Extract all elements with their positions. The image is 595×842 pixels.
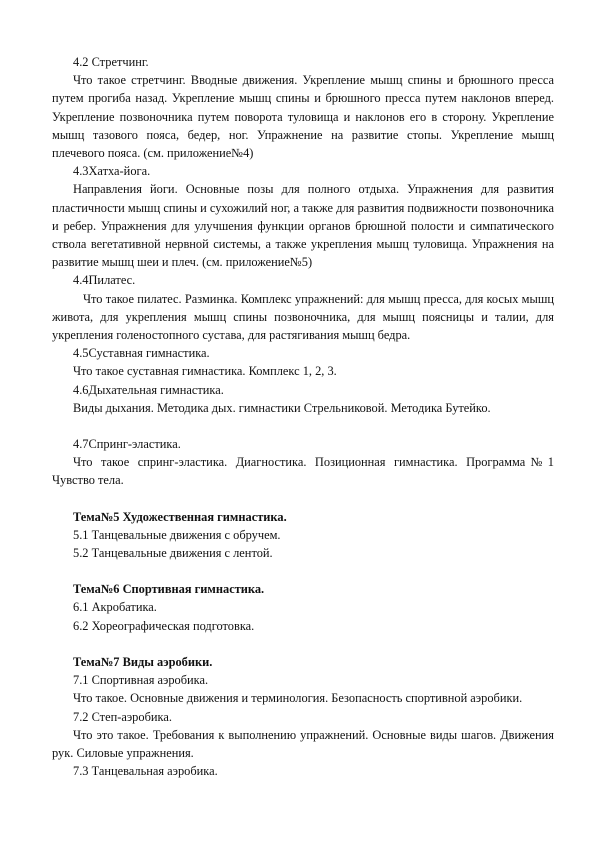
spacer — [52, 490, 554, 508]
section-heading-7-1: 7.1 Спортивная аэробика. — [73, 673, 209, 688]
topic-heading-7: Тема№7 Виды аэробики. — [73, 654, 213, 669]
spacer — [52, 562, 554, 580]
section-heading-4-2: 4.2 Стретчинг. — [73, 55, 149, 69]
section-heading-7-2: 7.2 Степ-аэробика. — [73, 709, 172, 724]
spacer — [52, 635, 554, 653]
paragraph-4-3: Направления йоги. Основные позы для полного отдыха. Упражнения для развития пластичности мышц спины и сухожилий ног, а также для развития подвижности позвоночника и ребер. Упражнения для улучшения функции органов брюшной полости и симпатического ствола вегетативной нервной системы, а также укрепления мышц туловища. Упражнения на развитие мышц шеи и плеч. (см. приложение№5) — [52, 182, 554, 270]
paragraph-7-2: Что это такое. Требования к выполнению упражнений. Основные виды шагов. Движения рук. Силовые упражнения. — [52, 727, 554, 760]
paragraph-4-7: Что такое спринг-эластика. Диагностика. Позиционная гимнастика. Программа№1 Чувство тела. — [52, 455, 554, 488]
section-heading-4-7: 4.7Спринг-эластика. — [73, 437, 181, 452]
paragraph-4-6: Виды дыхания. Методика дых. гимнастики Стрельниковой. Методика Бутейко. — [73, 400, 491, 415]
list-item-6-2: 6.2 Хореографическая подготовка. — [73, 618, 255, 633]
section-heading-7-3: 7.3 Танцевальная аэробика. — [73, 764, 218, 779]
list-item-5-1: 5.1 Танцевальные движения с обручем. — [73, 527, 281, 542]
paragraph-7-1: Что такое. Основные движения и терминология. Безопасность спортивной аэробики. — [73, 691, 523, 706]
section-heading-4-5: 4.5Суставная гимнастика. — [73, 346, 210, 361]
document-body — [52, 53, 554, 780]
paragraph-4-5: Что такое суставная гимнастика. Комплекс 1, 2, 3. — [73, 364, 337, 379]
topic-heading-6: Тема№6 Спортивная гимнастика. — [73, 582, 265, 597]
section-heading-4-3: 4.3Хатха-йога. — [73, 164, 151, 179]
list-item-5-2: 5.2 Танцевальные движения с лентой. — [73, 546, 273, 561]
paragraph-4-4: Что такое пилатес. Разминка. Комплекс упражнений: для мышц пресса, для косых мышц живота, для укрепления мышц спины позвоночника, для мышц поясницы и талии, для укрепления голеностопного сустава, для растягивания мышц бедра. — [52, 291, 554, 343]
list-item-6-1: 6.1 Акробатика. — [73, 600, 157, 615]
section-heading-4-6: 4.6Дыхательная гимнастика. — [73, 382, 224, 397]
spacer — [52, 417, 554, 435]
section-heading-4-4: 4.4Пилатес. — [73, 273, 136, 288]
paragraph-4-2: Что такое стретчинг. Вводные движения. Укрепление мышц спины и брюшного пресса путем прогиба назад. Укрепление мышц спины и брюшного пресса путем наклонов вперед. Укрепление позвоночника путем поворота туловища и наклонов его в сторону. Укрепление мышц тазового пояса, бедер, ног. Упражнение на развитие стопы. Укрепление мышц плечевого пояса. (см. приложение№4) — [52, 73, 554, 161]
topic-heading-5: Тема№5 Художественная гимнастика. — [73, 509, 287, 524]
